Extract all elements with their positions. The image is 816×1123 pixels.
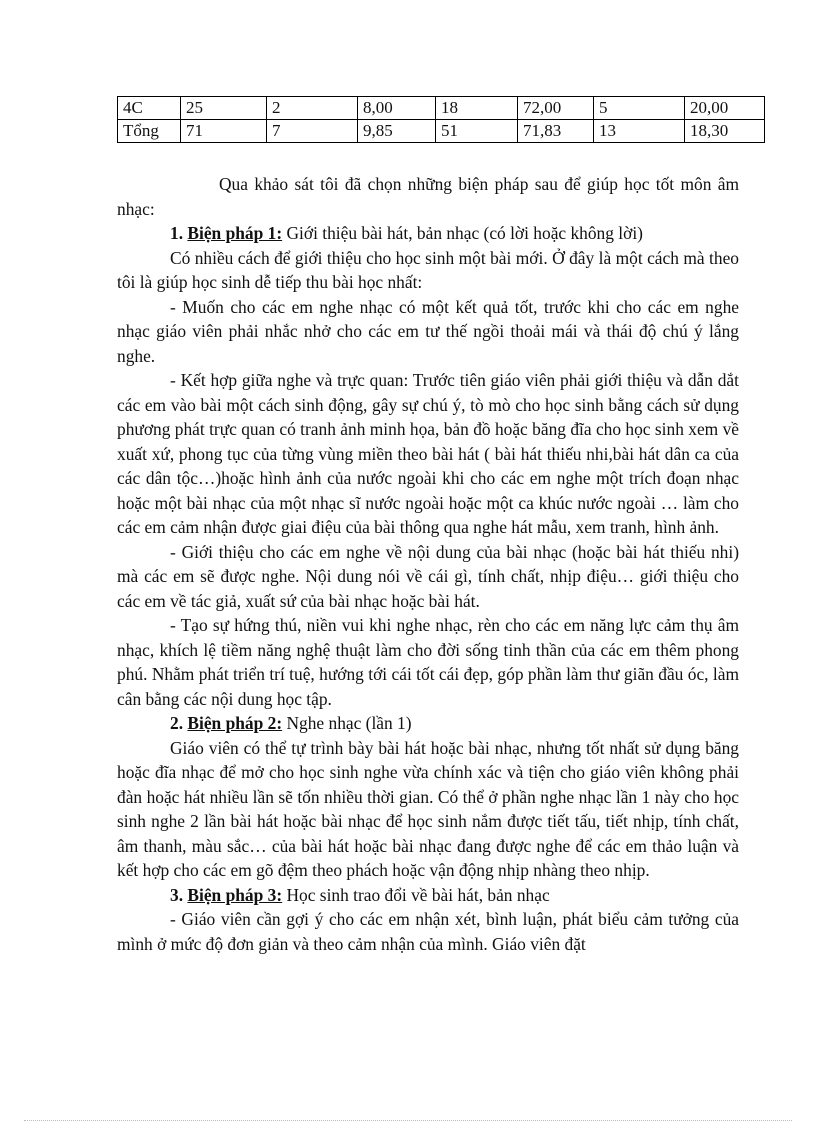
measure-3-label: Biện pháp 3: [187, 884, 283, 905]
measure-1-title: Giới thiệu bài hát, bản nhạc (có lời hoặc không lời) [286, 223, 643, 243]
paragraph: - Giáo viên cần gợi ý cho các em nhận xét, bình luận, phát biểu cảm tưởng của mình ở mức độ đơn giản và theo cảm nhận của mình. Giáo viên đặt [117, 909, 739, 954]
table-cell: 20,00 [685, 97, 765, 120]
paragraph: Có nhiều cách để giới thiệu cho học sinh một bài mới. Ở đây là một cách mà theo tôi là giúp học sinh dễ tiếp thu bài học nhất: [117, 247, 739, 292]
paragraph: - Giới thiệu cho các em nghe về nội dung của bài nhạc (hoặc bài hát thiếu nhi) mà các em sẽ được nghe. Nội dung nói về cái gì, tính chất, nhịp điệu… giới thiệu cho các em về tác giả, xuất sứ của bài nhạc hoặc bài hát. [117, 541, 739, 611]
measure-3-number: 3. [170, 884, 184, 905]
table-cell: 71,83 [518, 120, 594, 143]
paragraph: Giáo viên có thể tự trình bày bài hát hoặc bài nhạc, nhưng tốt nhất sử dụng băng hoặc đĩa nhạc để mở cho học sinh nghe vừa chính xác và tiện cho giáo viên không phải đàn hoặc hát nhiều lần sẽ tốn nhiều thời gian. Có thể ở phần nghe nhạc lần 1 này cho học sinh nghe 2 lần bài hát hoặc bài nhạc để học sinh nắm được tiết tấu, tiết nhịp, tính chất, âm thanh, màu sắc… của bài hát hoặc bài nhạc đang được nghe để các em thảo luận và kết hợp cho các em gõ đệm theo phách hoặc vận động nhịp nhàng theo nhịp. [117, 737, 739, 880]
body-text [117, 172, 739, 956]
measure-1-number: 1. [170, 223, 184, 243]
table-cell: 72,00 [518, 97, 594, 120]
paragraph: - Tạo sự hứng thú, niền vui khi nghe nhạc, rèn cho các em năng lực cảm thụ âm nhạc, khích lệ tiềm năng nghệ thuật làm cho đời sống tinh thần của các em thêm phong phú. Nhằm phát triển trí tuệ, hướng tới cái tốt cái đẹp, góp phần làm thư giãn đầu óc, làm cân bằng các nội dung học tập. [117, 615, 739, 709]
measure-2-title: Nghe nhạc (lần 1) [286, 713, 412, 733]
table-cell: 51 [436, 120, 518, 143]
survey-table [117, 96, 765, 143]
measure-2-number: 2. [170, 713, 184, 733]
table-cell: 25 [181, 97, 267, 120]
table-cell: 7 [267, 120, 358, 143]
table-cell: Tổng [118, 120, 181, 143]
table-cell: 18 [436, 97, 518, 120]
table-row [118, 120, 765, 143]
measure-2-label: Biện pháp 2: [187, 713, 283, 733]
table-cell: 18,30 [685, 120, 765, 143]
paragraph: - Kết hợp giữa nghe và trực quan: Trước tiên giáo viên phải giới thiệu và dẫn dắt các em vào bài một cách sinh động, gây sự chú ý, tò mò cho học sinh bằng cách sử dụng phương phát trực quan có tranh ảnh minh họa, bản đồ hoặc băng đĩa cho học sinh xem về xuất xứ, phong tục của từng vùng miền theo bài hát ( bài hát thiếu nhi,bài hát dân ca của các dân tộc…)hoặc hình ảnh của nước ngoài khi cho các em nghe một trích đoạn nhạc hoặc một bài nhạc của một nhạc sĩ nước ngoài hoặc một ca khúc nước ngoài … làm cho các em cảm nhận được giai điệu của bài thông qua nghe hát mẫu, xem tranh, hình ảnh. [117, 370, 739, 537]
table-cell: 8,00 [358, 97, 436, 120]
measure-3-heading [117, 883, 739, 908]
table-cell: 4C [118, 97, 181, 120]
table-cell: 2 [267, 97, 358, 120]
table-cell: 9,85 [358, 120, 436, 143]
page-bottom-divider [24, 1120, 792, 1121]
table-row [118, 97, 765, 120]
table-cell: 13 [594, 120, 685, 143]
measure-3-title: Học sinh trao đổi về bài hát, bản nhạc [286, 884, 550, 905]
table-cell: 5 [594, 97, 685, 120]
measure-2-heading [117, 711, 739, 736]
paragraph: - Muốn cho các em nghe nhạc có một kết quả tốt, trước khi cho các em nghe nhạc giáo viên phải nhắc nhở cho các em tư thế ngồi thoải mái và thái độ chú ý lắng nghe. [117, 296, 739, 366]
table-cell: 71 [181, 120, 267, 143]
measure-1-heading [117, 221, 739, 246]
measure-1-label: Biện pháp 1: [187, 223, 283, 243]
intro-paragraph: Qua khảo sát tôi đã chọn những biện pháp sau để giúp học tốt môn âm nhạc: [117, 174, 739, 219]
